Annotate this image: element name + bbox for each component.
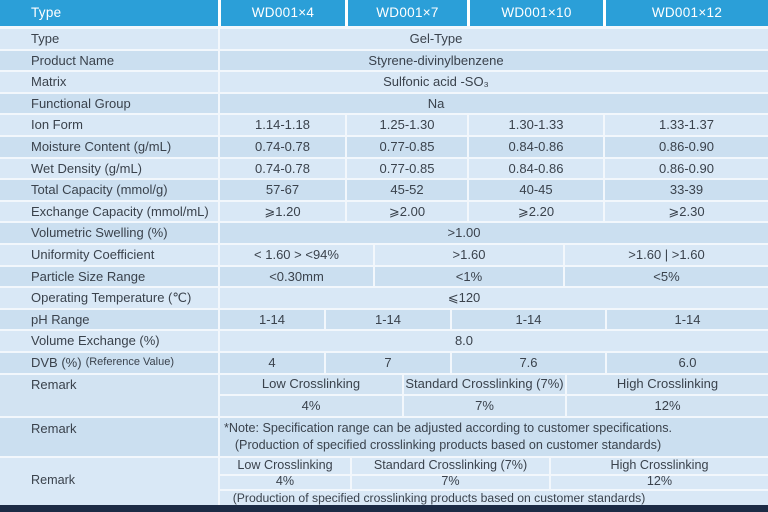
row-value: 0.84-0.86	[467, 137, 603, 157]
row-value: Na	[218, 94, 768, 114]
row-remark-crosslinking-2	[0, 458, 768, 505]
note-line-1: *Note: Specification range can be adjusted according to customer specifications.	[223, 421, 673, 435]
header-cell-wd001x10: WD001×10	[467, 0, 603, 26]
row-value: >1.00	[218, 223, 768, 243]
row-wet-density	[0, 159, 768, 181]
row-label: Type	[31, 30, 60, 46]
row-value: ⩾2.00	[345, 202, 467, 222]
row-total-capacity	[0, 180, 768, 202]
row-value: 0.84-0.86	[467, 159, 603, 179]
row-value: 1-14	[218, 310, 324, 330]
remark-titles-row	[220, 458, 768, 474]
remark-grid	[218, 458, 768, 505]
row-value: 57-67	[218, 180, 345, 200]
row-product-name	[0, 51, 768, 73]
remark-grid	[218, 375, 768, 416]
row-value: >1.60	[373, 245, 563, 265]
remark-cell: High Crosslinking	[565, 375, 768, 395]
header-cell-wd001x4: WD001×4	[218, 0, 345, 26]
row-value: Sulfonic acid -SO₃	[218, 72, 768, 92]
row-value: 33-39	[603, 180, 768, 200]
row-value: 0.86-0.90	[603, 137, 768, 157]
row-label: Ion Form	[31, 117, 84, 133]
remark-note-body	[218, 418, 768, 456]
row-value: <1%	[373, 267, 563, 287]
row-value: 0.74-0.78	[218, 137, 345, 157]
remark-cell: 12%	[565, 396, 768, 416]
row-value: Gel-Type	[218, 29, 768, 49]
row-value: 1.30-1.33	[467, 115, 603, 135]
row-value: 40-45	[467, 180, 603, 200]
remark-values-row	[220, 394, 768, 416]
row-label-note: (Reference Value)	[85, 355, 175, 368]
row-ph-range	[0, 310, 768, 332]
row-label: Product Name	[31, 52, 115, 68]
row-value: 1.14-1.18	[218, 115, 345, 135]
row-label: Operating Temperature (℃)	[31, 290, 192, 306]
row-value: 1-14	[450, 310, 605, 330]
row-uniformity-coefficient	[0, 245, 768, 267]
row-label-main: DVB (%)	[31, 354, 82, 370]
remark-cell: 7%	[350, 476, 549, 489]
row-exchange-capacity	[0, 202, 768, 224]
remark-cell: 4%	[275, 475, 295, 489]
row-value: Styrene-divinylbenzene	[218, 51, 768, 71]
remark-cell: 12%	[549, 476, 768, 489]
header-cell-type: Type	[31, 4, 62, 20]
row-value: 0.86-0.90	[603, 159, 768, 179]
remark-cell: Low Crosslinking	[237, 457, 333, 472]
header-cell-wd001x7: WD001×7	[345, 0, 467, 26]
remark-cell: Standard Crosslinking (7%)	[402, 375, 565, 395]
row-value: <5%	[563, 267, 768, 287]
row-value: ⩾2.20	[467, 202, 603, 222]
row-label: Total Capacity (mmol/g)	[31, 182, 168, 198]
row-label: Uniformity Coefficient	[31, 246, 155, 262]
bottom-edge-bar	[0, 505, 768, 512]
row-particle-size-range	[0, 267, 768, 289]
row-value: 1.33-1.37	[603, 115, 768, 135]
remark-cell: Low Crosslinking	[261, 376, 361, 392]
row-moisture-content	[0, 137, 768, 159]
row-volume-exchange	[0, 331, 768, 353]
remark-footnote: (Production of specified crosslinking products based on customer standards)	[220, 489, 768, 505]
row-functional-group	[0, 94, 768, 116]
row-label: Volume Exchange (%)	[31, 333, 160, 349]
row-label: Remark	[31, 420, 77, 436]
row-label: Matrix	[31, 74, 67, 90]
row-label: pH Range	[31, 311, 90, 327]
remark-titles-row	[220, 375, 768, 395]
row-matrix	[0, 72, 768, 94]
row-value: 6.0	[605, 353, 768, 373]
row-value: <0.30mm	[218, 267, 373, 287]
row-value: 8.0	[218, 331, 768, 351]
row-value: 1-14	[324, 310, 450, 330]
row-label: Moisture Content (g/mL)	[31, 138, 172, 154]
row-type	[0, 29, 768, 51]
table-header-row	[0, 0, 768, 29]
row-value: 1-14	[605, 310, 768, 330]
row-ion-form	[0, 115, 768, 137]
row-label	[0, 353, 218, 373]
row-value: < 1.60 > <94%	[218, 245, 373, 265]
row-value: >1.60 | >1.60	[563, 245, 768, 265]
remark-cell: Standard Crosslinking (7%)	[350, 458, 549, 474]
remark-values-row	[220, 474, 768, 489]
row-operating-temperature	[0, 288, 768, 310]
row-label: Exchange Capacity (mmol/mL)	[31, 203, 209, 219]
remark-cell: High Crosslinking	[549, 458, 768, 474]
header-cell-wd001x12: WD001×12	[603, 0, 768, 26]
row-remark-note	[0, 418, 768, 458]
row-value: 0.77-0.85	[345, 137, 467, 157]
remark-cell: 4%	[301, 397, 321, 413]
row-value: 7	[324, 353, 450, 373]
row-label: Wet Density (g/mL)	[31, 160, 143, 176]
row-value: 7.6	[450, 353, 605, 373]
row-value: 4	[218, 353, 324, 373]
row-value: ⩾2.30	[603, 202, 768, 222]
row-dvb	[0, 353, 768, 375]
row-value: ⩽120	[218, 288, 768, 308]
row-volumetric-swelling	[0, 223, 768, 245]
row-label: Remark	[31, 376, 77, 392]
row-label: Volumetric Swelling (%)	[31, 225, 168, 241]
row-value: 0.74-0.78	[218, 159, 345, 179]
row-value: 0.77-0.85	[345, 159, 467, 179]
row-remark-crosslinking	[0, 375, 768, 418]
row-label: Remark	[31, 473, 76, 488]
row-label: Functional Group	[31, 95, 131, 111]
note-line-2: (Production of specified crosslinking products based on customer standards)	[234, 438, 662, 452]
row-value: ⩾1.20	[218, 202, 345, 222]
row-value: 45-52	[345, 180, 467, 200]
remark-cell: 7%	[402, 396, 565, 416]
row-value: 1.25-1.30	[345, 115, 467, 135]
row-label: Particle Size Range	[31, 268, 146, 284]
